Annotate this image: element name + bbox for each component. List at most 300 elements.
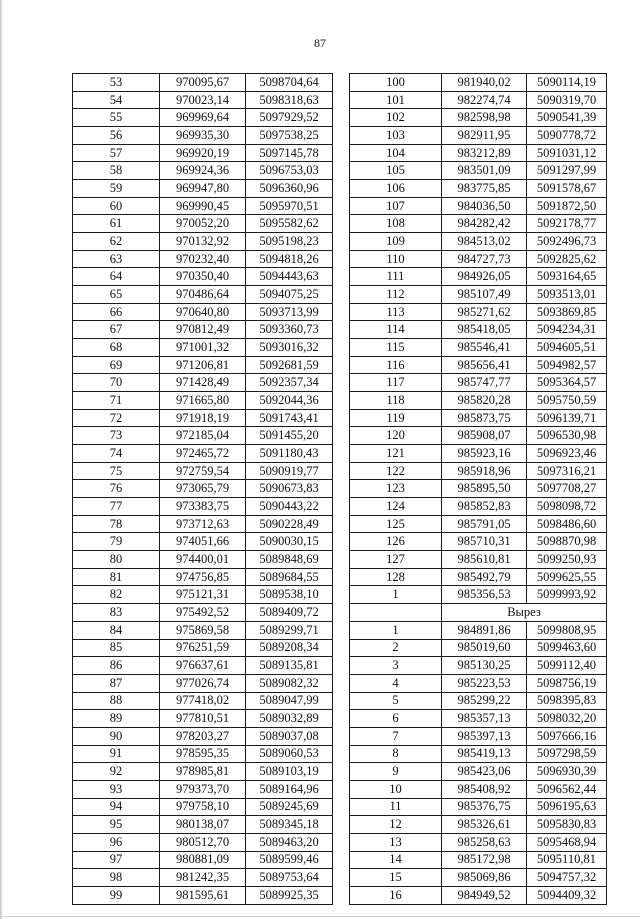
table-row xyxy=(73,180,333,198)
y-coordinate-cell: 5097929,52 xyxy=(246,109,333,127)
point-number-cell: 103 xyxy=(350,127,442,145)
x-coordinate-cell: 982274,74 xyxy=(442,91,527,109)
x-coordinate-cell: 983212,89 xyxy=(442,144,527,162)
point-number-cell: 53 xyxy=(73,74,160,92)
x-coordinate-cell: 969935,30 xyxy=(160,127,246,145)
y-coordinate-cell: 5090114,19 xyxy=(527,74,607,92)
y-coordinate-cell: 5099625,55 xyxy=(527,568,607,586)
y-coordinate-cell: 5089463,20 xyxy=(246,833,333,851)
x-coordinate-cell: 979373,70 xyxy=(160,780,246,798)
table-row xyxy=(73,551,333,569)
table-row xyxy=(350,286,607,304)
x-coordinate-cell: 985791,05 xyxy=(442,515,527,533)
x-coordinate-cell: 982598,98 xyxy=(442,109,527,127)
x-coordinate-cell: 969924,36 xyxy=(160,162,246,180)
x-coordinate-cell: 970640,80 xyxy=(160,303,246,321)
y-coordinate-cell: 5093869,85 xyxy=(527,303,607,321)
y-coordinate-cell: 5090319,70 xyxy=(527,91,607,109)
x-coordinate-cell: 977810,51 xyxy=(160,710,246,728)
x-coordinate-cell: 973383,75 xyxy=(160,498,246,516)
x-coordinate-cell: 982911,95 xyxy=(442,127,527,145)
point-number-cell: 87 xyxy=(73,674,160,692)
table-row xyxy=(73,886,333,904)
table-row xyxy=(350,551,607,569)
y-coordinate-cell: 5089047,99 xyxy=(246,692,333,710)
y-coordinate-cell: 5094818,26 xyxy=(246,250,333,268)
table-row xyxy=(73,321,333,339)
table-row xyxy=(350,303,607,321)
x-coordinate-cell: 985019,60 xyxy=(442,639,527,657)
point-number-cell: 3 xyxy=(350,657,442,675)
table-row xyxy=(73,356,333,374)
y-coordinate-cell: 5096562,44 xyxy=(527,780,607,798)
table-row xyxy=(350,568,607,586)
y-coordinate-cell: 5096530,98 xyxy=(527,427,607,445)
point-number-cell: 118 xyxy=(350,392,442,410)
y-coordinate-cell: 5093513,01 xyxy=(527,286,607,304)
point-number-cell: 66 xyxy=(73,303,160,321)
y-coordinate-cell: 5089082,32 xyxy=(246,674,333,692)
point-number-cell: 114 xyxy=(350,321,442,339)
y-coordinate-cell: 5089848,69 xyxy=(246,551,333,569)
x-coordinate-cell: 985419,13 xyxy=(442,745,527,763)
table-row xyxy=(350,710,607,728)
point-number-cell: 123 xyxy=(350,480,442,498)
point-number-cell: 110 xyxy=(350,250,442,268)
y-coordinate-cell: 5099808,95 xyxy=(527,621,607,639)
point-number-cell: 113 xyxy=(350,303,442,321)
y-coordinate-cell: 5089925,35 xyxy=(246,886,333,904)
scan-bottom-edge xyxy=(0,916,640,917)
y-coordinate-cell: 5089208,34 xyxy=(246,639,333,657)
table-row xyxy=(73,445,333,463)
point-number-cell: 54 xyxy=(73,91,160,109)
x-coordinate-cell: 985408,92 xyxy=(442,780,527,798)
x-coordinate-cell: 969920,19 xyxy=(160,144,246,162)
point-number-cell: 80 xyxy=(73,551,160,569)
table-row xyxy=(73,268,333,286)
x-coordinate-cell: 985546,41 xyxy=(442,339,527,357)
y-coordinate-cell: 5099250,93 xyxy=(527,551,607,569)
point-number-cell: 9 xyxy=(350,763,442,781)
table-row xyxy=(73,833,333,851)
point-number-cell: 86 xyxy=(73,657,160,675)
table-row xyxy=(73,144,333,162)
y-coordinate-cell: 5091455,20 xyxy=(246,427,333,445)
y-coordinate-cell: 5093360,73 xyxy=(246,321,333,339)
table-row xyxy=(350,197,607,215)
point-number-cell: 79 xyxy=(73,533,160,551)
x-coordinate-cell: 985326,61 xyxy=(442,816,527,834)
x-coordinate-cell: 985299,22 xyxy=(442,692,527,710)
point-number-cell: 91 xyxy=(73,745,160,763)
table-row xyxy=(350,657,607,675)
y-coordinate-cell: 5095750,59 xyxy=(527,392,607,410)
x-coordinate-cell: 985918,96 xyxy=(442,462,527,480)
table-row xyxy=(73,480,333,498)
point-number-cell: 4 xyxy=(350,674,442,692)
y-coordinate-cell: 5091297,99 xyxy=(527,162,607,180)
point-number-cell: 67 xyxy=(73,321,160,339)
point-number-cell: 70 xyxy=(73,374,160,392)
point-number-cell: 104 xyxy=(350,144,442,162)
y-coordinate-cell: 5092178,77 xyxy=(527,215,607,233)
point-number-cell: 14 xyxy=(350,851,442,869)
table-row xyxy=(350,869,607,887)
point-number-cell: 15 xyxy=(350,869,442,887)
y-coordinate-cell: 5089245,69 xyxy=(246,798,333,816)
x-coordinate-cell: 979758,10 xyxy=(160,798,246,816)
point-number-cell: 105 xyxy=(350,162,442,180)
y-coordinate-cell: 5098756,19 xyxy=(527,674,607,692)
y-coordinate-cell: 5093016,32 xyxy=(246,339,333,357)
y-coordinate-cell: 5096195,63 xyxy=(527,798,607,816)
table-row xyxy=(350,233,607,251)
x-coordinate-cell: 984891,86 xyxy=(442,621,527,639)
table-row xyxy=(350,445,607,463)
table-row xyxy=(73,233,333,251)
point-number-cell: 102 xyxy=(350,109,442,127)
table-row xyxy=(350,498,607,516)
x-coordinate-cell: 974756,85 xyxy=(160,568,246,586)
point-number-cell: 122 xyxy=(350,462,442,480)
point-number-cell: 57 xyxy=(73,144,160,162)
x-coordinate-cell: 974400,01 xyxy=(160,551,246,569)
x-coordinate-cell: 981595,61 xyxy=(160,886,246,904)
x-coordinate-cell: 972465,72 xyxy=(160,445,246,463)
point-number-cell: 93 xyxy=(73,780,160,798)
y-coordinate-cell: 5095582,62 xyxy=(246,215,333,233)
y-coordinate-cell: 5097708,27 xyxy=(527,480,607,498)
table-row xyxy=(350,763,607,781)
y-coordinate-cell: 5092681,59 xyxy=(246,356,333,374)
y-coordinate-cell: 5099993,92 xyxy=(527,586,607,604)
point-number-cell: 85 xyxy=(73,639,160,657)
table-row xyxy=(350,409,607,427)
x-coordinate-cell: 985923,16 xyxy=(442,445,527,463)
x-coordinate-cell: 985376,75 xyxy=(442,798,527,816)
table-row xyxy=(350,621,607,639)
y-coordinate-cell: 5099112,40 xyxy=(527,657,607,675)
y-coordinate-cell: 5090541,39 xyxy=(527,109,607,127)
table-row xyxy=(73,498,333,516)
point-number-cell: 58 xyxy=(73,162,160,180)
table-row xyxy=(350,74,607,92)
y-coordinate-cell: 5094443,63 xyxy=(246,268,333,286)
table-row xyxy=(350,692,607,710)
x-coordinate-cell: 980138,07 xyxy=(160,816,246,834)
table-row xyxy=(73,427,333,445)
x-coordinate-cell: 970350,40 xyxy=(160,268,246,286)
point-number-cell: 72 xyxy=(73,409,160,427)
y-coordinate-cell: 5090919,77 xyxy=(246,462,333,480)
x-coordinate-cell: 980881,09 xyxy=(160,851,246,869)
table-row xyxy=(73,763,333,781)
x-coordinate-cell: 984949,52 xyxy=(442,886,527,904)
point-number-cell: 116 xyxy=(350,356,442,374)
x-coordinate-cell: 978985,81 xyxy=(160,763,246,781)
x-coordinate-cell: 971918,19 xyxy=(160,409,246,427)
y-coordinate-cell: 5098704,64 xyxy=(246,74,333,92)
table-row xyxy=(350,91,607,109)
y-coordinate-cell: 5089538,10 xyxy=(246,586,333,604)
x-coordinate-cell: 985820,28 xyxy=(442,392,527,410)
x-coordinate-cell: 971001,32 xyxy=(160,339,246,357)
x-coordinate-cell: 975869,58 xyxy=(160,621,246,639)
table-row xyxy=(350,268,607,286)
x-coordinate-cell: 985397,13 xyxy=(442,727,527,745)
y-coordinate-cell: 5095468,94 xyxy=(527,833,607,851)
y-coordinate-cell: 5096930,39 xyxy=(527,763,607,781)
point-number-cell: 117 xyxy=(350,374,442,392)
point-number-cell: 6 xyxy=(350,710,442,728)
x-coordinate-cell: 974051,66 xyxy=(160,533,246,551)
point-number-cell: 96 xyxy=(73,833,160,851)
table-row xyxy=(73,780,333,798)
table-row xyxy=(350,586,607,604)
y-coordinate-cell: 5089684,55 xyxy=(246,568,333,586)
table-row xyxy=(73,250,333,268)
x-coordinate-cell: 984036,50 xyxy=(442,197,527,215)
table-row xyxy=(73,374,333,392)
table-row xyxy=(350,798,607,816)
y-coordinate-cell: 5091180,43 xyxy=(246,445,333,463)
x-coordinate-cell: 985423,06 xyxy=(442,763,527,781)
x-coordinate-cell: 978595,35 xyxy=(160,745,246,763)
x-coordinate-cell: 983501,09 xyxy=(442,162,527,180)
y-coordinate-cell: 5095198,23 xyxy=(246,233,333,251)
point-number-cell: 10 xyxy=(350,780,442,798)
y-coordinate-cell: 5089037,08 xyxy=(246,727,333,745)
y-coordinate-cell: 5090673,83 xyxy=(246,480,333,498)
table-row xyxy=(73,303,333,321)
point-number-cell: 55 xyxy=(73,109,160,127)
point-number-cell: 62 xyxy=(73,233,160,251)
point-number-cell: 108 xyxy=(350,215,442,233)
y-coordinate-cell: 5098032,20 xyxy=(527,710,607,728)
table-row xyxy=(73,568,333,586)
y-coordinate-cell: 5096753,03 xyxy=(246,162,333,180)
x-coordinate-cell: 973065,79 xyxy=(160,480,246,498)
point-number-cell: 82 xyxy=(73,586,160,604)
point-number-cell: 89 xyxy=(73,710,160,728)
x-coordinate-cell: 985852,83 xyxy=(442,498,527,516)
point-number-cell: 78 xyxy=(73,515,160,533)
table-row xyxy=(73,109,333,127)
y-coordinate-cell: 5095830,83 xyxy=(527,816,607,834)
table-row xyxy=(350,833,607,851)
point-number-cell: 69 xyxy=(73,356,160,374)
section-header-row xyxy=(350,604,607,622)
y-coordinate-cell: 5091578,67 xyxy=(527,180,607,198)
scan-edge-shadow xyxy=(0,0,3,919)
point-number-cell: 63 xyxy=(73,250,160,268)
x-coordinate-cell: 972185,04 xyxy=(160,427,246,445)
table-row xyxy=(350,215,607,233)
x-coordinate-cell: 969969,64 xyxy=(160,109,246,127)
point-number-cell: 125 xyxy=(350,515,442,533)
point-number-cell: 127 xyxy=(350,551,442,569)
y-coordinate-cell: 5089299,71 xyxy=(246,621,333,639)
y-coordinate-cell: 5095110,81 xyxy=(527,851,607,869)
table-row xyxy=(350,127,607,145)
x-coordinate-cell: 985895,50 xyxy=(442,480,527,498)
x-coordinate-cell: 985223,53 xyxy=(442,674,527,692)
y-coordinate-cell: 5089032,89 xyxy=(246,710,333,728)
x-coordinate-cell: 971206,81 xyxy=(160,356,246,374)
point-number-cell: 111 xyxy=(350,268,442,286)
x-coordinate-cell: 984282,42 xyxy=(442,215,527,233)
table-row xyxy=(73,533,333,551)
point-number-cell: 88 xyxy=(73,692,160,710)
x-coordinate-cell: 970023,14 xyxy=(160,91,246,109)
table-row xyxy=(73,657,333,675)
table-row xyxy=(350,674,607,692)
y-coordinate-cell: 5096923,46 xyxy=(527,445,607,463)
y-coordinate-cell: 5094757,32 xyxy=(527,869,607,887)
y-coordinate-cell: 5095970,51 xyxy=(246,197,333,215)
x-coordinate-cell: 985492,79 xyxy=(442,568,527,586)
table-row xyxy=(350,851,607,869)
point-number-cell: 94 xyxy=(73,798,160,816)
y-coordinate-cell: 5095364,57 xyxy=(527,374,607,392)
x-coordinate-cell: 976637,61 xyxy=(160,657,246,675)
table-row xyxy=(73,339,333,357)
point-number-cell: 119 xyxy=(350,409,442,427)
x-coordinate-cell: 985107,49 xyxy=(442,286,527,304)
x-coordinate-cell: 969990,45 xyxy=(160,197,246,215)
point-number-cell: 95 xyxy=(73,816,160,834)
table-row xyxy=(350,162,607,180)
x-coordinate-cell: 970486,64 xyxy=(160,286,246,304)
table-row xyxy=(73,392,333,410)
table-row xyxy=(350,533,607,551)
table-row xyxy=(73,462,333,480)
table-row xyxy=(73,91,333,109)
point-number-cell: 16 xyxy=(350,886,442,904)
table-row xyxy=(73,74,333,92)
y-coordinate-cell: 5096139,71 xyxy=(527,409,607,427)
y-coordinate-cell: 5094075,25 xyxy=(246,286,333,304)
y-coordinate-cell: 5093713,99 xyxy=(246,303,333,321)
x-coordinate-cell: 970052,20 xyxy=(160,215,246,233)
point-number-cell: 56 xyxy=(73,127,160,145)
x-coordinate-cell: 970812,49 xyxy=(160,321,246,339)
table-row xyxy=(73,692,333,710)
table-row xyxy=(350,745,607,763)
y-coordinate-cell: 5089753,64 xyxy=(246,869,333,887)
y-coordinate-cell: 5089345,18 xyxy=(246,816,333,834)
table-row xyxy=(73,215,333,233)
table-row xyxy=(350,144,607,162)
table-row xyxy=(73,604,333,622)
point-number-cell: 83 xyxy=(73,604,160,622)
x-coordinate-cell: 984727,73 xyxy=(442,250,527,268)
point-number-cell: 75 xyxy=(73,462,160,480)
point-number-cell: 59 xyxy=(73,180,160,198)
x-coordinate-cell: 985130,25 xyxy=(442,657,527,675)
table-row xyxy=(73,674,333,692)
x-coordinate-cell: 985908,07 xyxy=(442,427,527,445)
y-coordinate-cell: 5089409,72 xyxy=(246,604,333,622)
point-number-cell: 97 xyxy=(73,851,160,869)
point-number-cell: 109 xyxy=(350,233,442,251)
point-number-cell: 2 xyxy=(350,639,442,657)
y-coordinate-cell: 5098395,83 xyxy=(527,692,607,710)
x-coordinate-cell: 985710,31 xyxy=(442,533,527,551)
point-number-cell: 90 xyxy=(73,727,160,745)
x-coordinate-cell: 983775,85 xyxy=(442,180,527,198)
point-number-cell: 74 xyxy=(73,445,160,463)
x-coordinate-cell: 984926,05 xyxy=(442,268,527,286)
table-row xyxy=(73,409,333,427)
y-coordinate-cell: 5094234,31 xyxy=(527,321,607,339)
x-coordinate-cell: 984513,02 xyxy=(442,233,527,251)
y-coordinate-cell: 5097538,25 xyxy=(246,127,333,145)
section-empty-cell xyxy=(350,604,442,622)
point-number-cell: 101 xyxy=(350,91,442,109)
point-number-cell: 84 xyxy=(73,621,160,639)
table-row xyxy=(350,639,607,657)
point-number-cell: 77 xyxy=(73,498,160,516)
point-number-cell: 1 xyxy=(350,586,442,604)
y-coordinate-cell: 5093164,65 xyxy=(527,268,607,286)
table-row xyxy=(73,286,333,304)
point-number-cell: 112 xyxy=(350,286,442,304)
y-coordinate-cell: 5098098,72 xyxy=(527,498,607,516)
x-coordinate-cell: 981242,35 xyxy=(160,869,246,887)
table-row xyxy=(350,392,607,410)
point-number-cell: 73 xyxy=(73,427,160,445)
point-number-cell: 92 xyxy=(73,763,160,781)
x-coordinate-cell: 980512,70 xyxy=(160,833,246,851)
point-number-cell: 126 xyxy=(350,533,442,551)
x-coordinate-cell: 977026,74 xyxy=(160,674,246,692)
point-number-cell: 8 xyxy=(350,745,442,763)
x-coordinate-cell: 985873,75 xyxy=(442,409,527,427)
page-number: 87 xyxy=(314,36,326,50)
table-row xyxy=(73,197,333,215)
point-number-cell: 65 xyxy=(73,286,160,304)
x-coordinate-cell: 985656,41 xyxy=(442,356,527,374)
x-coordinate-cell: 985069,86 xyxy=(442,869,527,887)
x-coordinate-cell: 985418,05 xyxy=(442,321,527,339)
point-number-cell: 11 xyxy=(350,798,442,816)
table-row xyxy=(350,374,607,392)
y-coordinate-cell: 5089060,53 xyxy=(246,745,333,763)
point-number-cell: 128 xyxy=(350,568,442,586)
table-row xyxy=(73,710,333,728)
x-coordinate-cell: 985356,53 xyxy=(442,586,527,604)
table-row xyxy=(73,869,333,887)
x-coordinate-cell: 981940,02 xyxy=(442,74,527,92)
point-number-cell: 13 xyxy=(350,833,442,851)
x-coordinate-cell: 985357,13 xyxy=(442,710,527,728)
x-coordinate-cell: 977418,02 xyxy=(160,692,246,710)
point-number-cell: 1 xyxy=(350,621,442,639)
point-number-cell: 61 xyxy=(73,215,160,233)
x-coordinate-cell: 985172,98 xyxy=(442,851,527,869)
table-row xyxy=(350,480,607,498)
point-number-cell: 100 xyxy=(350,74,442,92)
x-coordinate-cell: 971428,49 xyxy=(160,374,246,392)
point-number-cell: 68 xyxy=(73,339,160,357)
y-coordinate-cell: 5090228,49 xyxy=(246,515,333,533)
x-coordinate-cell: 970132,92 xyxy=(160,233,246,251)
y-coordinate-cell: 5098486,60 xyxy=(527,515,607,533)
x-coordinate-cell: 972759,54 xyxy=(160,462,246,480)
x-coordinate-cell: 971665,80 xyxy=(160,392,246,410)
